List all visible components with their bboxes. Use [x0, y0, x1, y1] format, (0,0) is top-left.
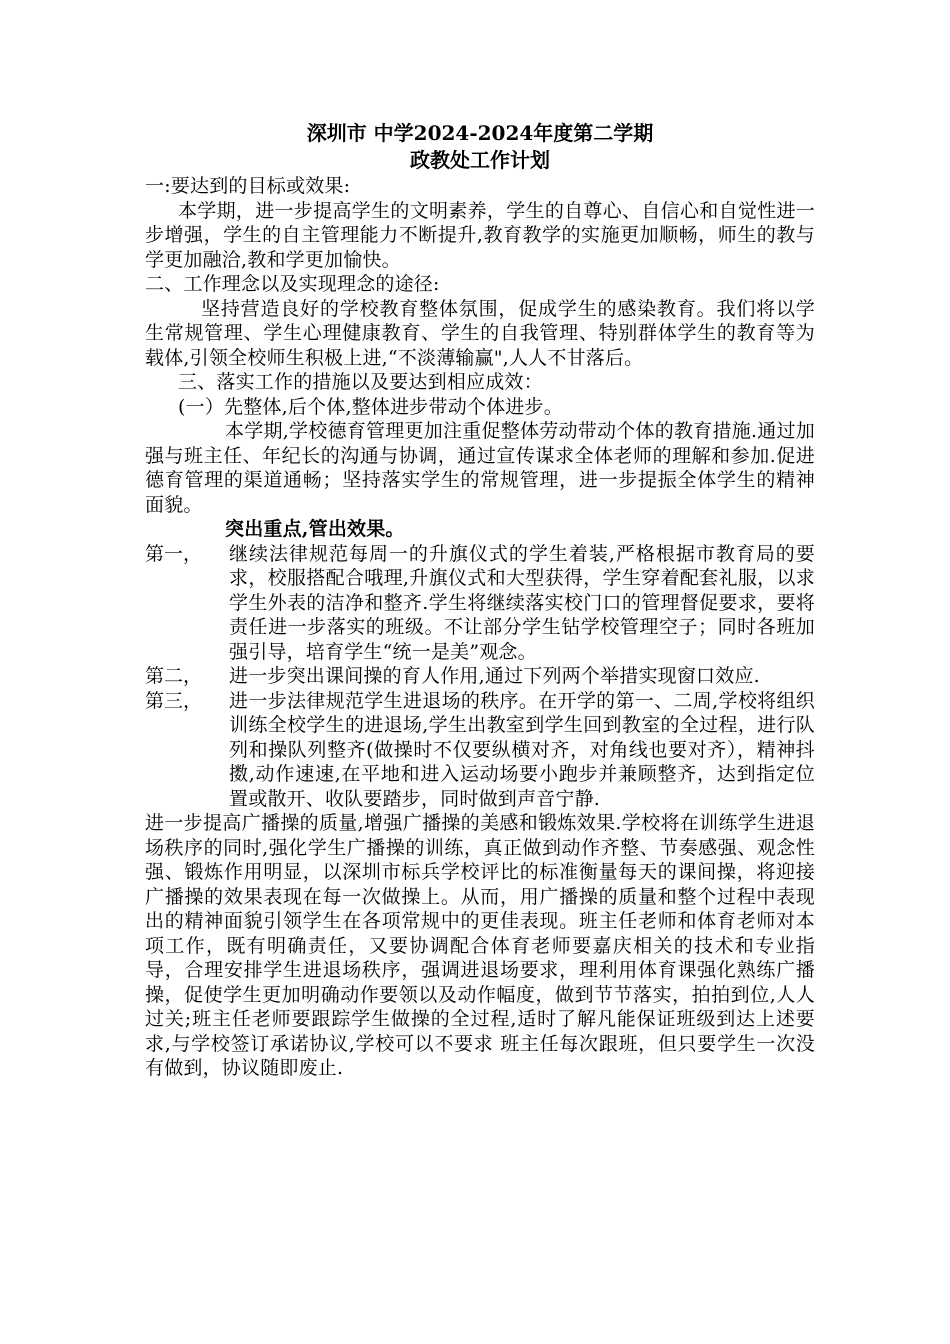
bold-subheading: 突出重点,管出效果。	[225, 518, 405, 540]
item-text-1: 继续法律规范每周一的升旗仪式的学生着装,严格根据市教育局的要求，校服搭配合哦理,升旗仪式和大型获得，学生穿着配套礼服，以求学生外表的洁净和整齐.学生将继续落实校门口的管理督促要求，要将责任进一步落实的班级。不让部分学生钻学校管理空子；同时各班加强引导，培育学生“统一是美”观念。	[229, 542, 815, 663]
item-label-3: 第三，	[145, 689, 203, 712]
document-page	[145, 120, 815, 1081]
item-text-2: 进一步突出课间操的育人作用,通过下列两个举措实现窗口效应.	[229, 665, 760, 687]
item-label-1: 第一，	[145, 542, 203, 565]
numbered-item-2	[145, 664, 815, 689]
numbered-item-3	[145, 689, 815, 812]
document-title-line-2: 政教处工作计划	[410, 148, 550, 172]
section-1-heading: 一:要达到的目标或效果:	[145, 175, 351, 197]
numbered-item-1	[145, 542, 815, 665]
item-text-3: 进一步法律规范学生进退场的秩序。在开学的第一、二周,学校将组织训练全校学生的进退场,学生出教室到学生回到教室的全过程，进行队列和操队列整齐(做操时不仅要纵横对齐，对角线也要对齐），精神抖擞,动作速速,在平地和进入运动场要小跑步并兼顾整齐，达到指定位置或散开、收队要踏步，同时做到声音宁静.	[229, 689, 815, 810]
section-2-heading: 二、工作理念以及实现理念的途径:	[145, 273, 440, 295]
section-1-body: 本学期，进一步提高学生的文明素养，学生的自尊心、自信心和自觉性进一步增强，学生的自主管理能力不断提升,教育教学的实施更加顺畅，师生的教与学更加融洽,教和学更加愉快。	[145, 199, 815, 271]
document-title-line-1: 深圳市 中学2024-2024年度第二学期	[306, 121, 654, 145]
item-label-2: 第二，	[145, 665, 203, 687]
section-2-body: 坚持营造良好的学校教育整体氛围，促成学生的感染教育。我们将以学生常规管理、学生心理健康教育、学生的自我管理、特别群体学生的教育等为载体,引领全校师生积极上进,“不淡薄输赢",人人不甘落后。	[145, 297, 815, 369]
section-3-heading: 三、落实工作的措施以及要达到相应成效：	[178, 371, 543, 393]
subsection-1-heading: (一）先整体,后个体,整体进步带动个体进步。	[178, 395, 563, 418]
closing-paragraph: 进一步提高广播操的质量,增强广播操的美感和锻炼效果.学校将在训练学生进退场秩序的同时,强化学生广播操的训练，真正做到动作齐整、节奏感强、观念性强、锻炼作用明显，以深圳市标兵学校评比的标准衡量每天的课间操，将迎接广播操的效果表现在每一次做操上。从而，用广播操的质量和整个过程中表现出的精神面貌引领学生在各项常规中的更佳表现。班主任老师和体育老师对本项工作，既有明确责任，又要协调配合体育老师要嘉庆相关的技术和专业指导，合理安排学生进退场秩序，强调进退场要求，理利用体育课强化熟练广播操，促使学生更加明确动作要领以及动作幅度，做到节节落实，拍拍到位,人人过关;班主任老师要跟踪学生做操的全过程,适时了解凡能保证班级到达上述要求,与学校签订承诺协议,学校可以不要求 班主任每次跟班，但只要学生一次没有做到，协议随即废止.	[145, 812, 815, 1079]
subsection-1-body: 本学期,学校德育管理更加注重促整体劳动带动个体的教育措施.通过加强与班主任、年纪长的沟通与协调，通过宣传谋求全体老师的理解和参加.促进德育管理的渠道通畅；坚持落实学生的常规管理，进一步提振全体学生的精神面貌。	[145, 420, 815, 516]
